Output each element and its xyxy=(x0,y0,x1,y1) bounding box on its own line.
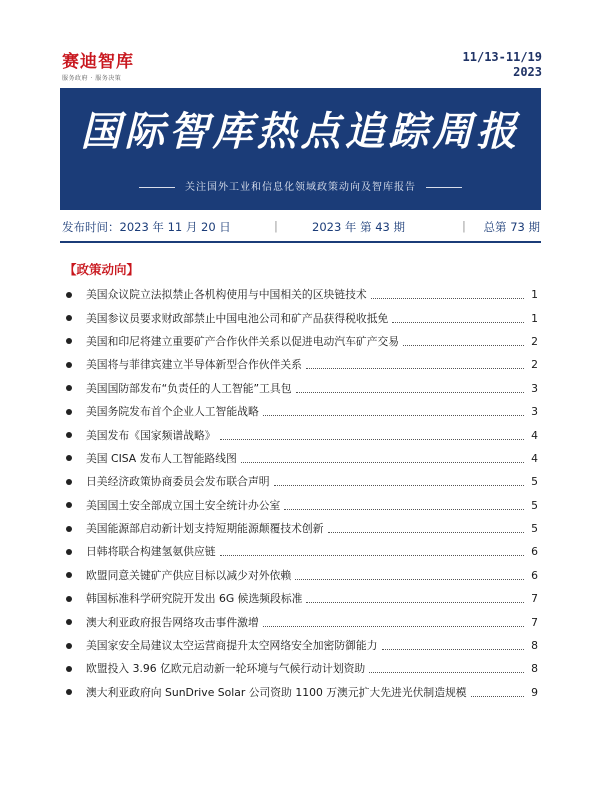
toc-item-title: 日韩将联合构建氢氨供应链 xyxy=(86,545,216,559)
bullet-icon xyxy=(66,409,72,415)
toc-item[interactable] xyxy=(64,634,538,657)
toc-item-page: 7 xyxy=(531,592,538,606)
bullet-icon xyxy=(66,549,72,555)
section-title: 【政策动向】 xyxy=(64,262,140,277)
toc-item-page: 1 xyxy=(531,311,538,325)
dot-leader xyxy=(295,579,524,580)
toc-item[interactable] xyxy=(64,377,538,400)
toc-item-title: 美国参议员要求财政部禁止中国电池公司和矿产品获得税收抵免 xyxy=(86,311,389,325)
toc-item[interactable] xyxy=(64,423,538,446)
dot-leader xyxy=(382,649,524,650)
toc-item[interactable] xyxy=(64,657,538,680)
toc-item-page: 3 xyxy=(531,381,538,395)
issue-number: 2023 年 第 43 期 xyxy=(312,220,406,234)
toc-item-title: 美国家安全局建议太空运营商提升太空网络安全加密防御能力 xyxy=(86,639,378,653)
dot-leader xyxy=(328,532,524,533)
toc-item-title: 美国务院发布首个企业人工智能战略 xyxy=(86,405,259,419)
bullet-icon xyxy=(66,479,72,485)
bullet-icon xyxy=(66,666,72,672)
toc-item[interactable] xyxy=(64,681,538,704)
toc-item-title: 美国众议院立法拟禁止各机构使用与中国相关的区块链技术 xyxy=(86,288,367,302)
toc-item-title: 美国发布《国家频谱战略》 xyxy=(86,428,216,442)
toc-item-page: 4 xyxy=(531,451,538,465)
toc-item-title: 澳大利亚政府报告网络攻击事件激增 xyxy=(86,615,259,629)
toc-item-page: 8 xyxy=(531,662,538,676)
toc-item-page: 2 xyxy=(531,358,538,372)
publish-date: 发布时间：2023 年 11 月 20 日 xyxy=(62,220,231,234)
toc-item-page: 6 xyxy=(531,568,538,582)
toc-item[interactable] xyxy=(64,470,538,493)
dot-leader xyxy=(263,415,524,416)
dot-leader xyxy=(241,462,524,463)
toc-item-page: 6 xyxy=(531,545,538,559)
toc-item[interactable] xyxy=(64,283,538,306)
toc-item-title: 美国和印尼将建立重要矿产合作伙伴关系以促进电动汽车矿产交易 xyxy=(86,334,400,348)
toc-item-page: 8 xyxy=(531,639,538,653)
separator: | xyxy=(274,219,278,233)
bullet-icon xyxy=(66,619,72,625)
toc-item-page: 4 xyxy=(531,428,538,442)
toc-item-title: 韩国标准科学研究院开发出 6G 候选频段标准 xyxy=(86,592,303,606)
bullet-icon xyxy=(66,526,72,532)
toc-item-title: 美国国防部发布“负责任的人工智能”工具包 xyxy=(86,381,292,395)
logo-text: 赛迪智库 xyxy=(62,52,134,72)
title-banner xyxy=(60,88,541,210)
total-issue: 总第 73 期 xyxy=(483,220,540,234)
toc-item-page: 7 xyxy=(531,615,538,629)
dot-leader xyxy=(471,696,524,697)
dot-leader xyxy=(220,555,524,556)
logo xyxy=(62,52,172,82)
logo-subtitle: 服务政府 · 服务决策 xyxy=(62,75,122,82)
date-range: 11/13-11/19 xyxy=(462,50,542,64)
toc-item[interactable] xyxy=(64,330,538,353)
divider xyxy=(60,241,541,243)
table-of-contents xyxy=(64,283,538,704)
bullet-icon xyxy=(66,338,72,344)
toc-item[interactable] xyxy=(64,540,538,563)
toc-item-title: 美国 CISA 发布人工智能路线图 xyxy=(86,451,237,465)
dot-leader xyxy=(284,509,524,510)
banner-subtitle: 关注国外工业和信息化领域政策动向及智库报告 xyxy=(60,178,541,193)
toc-item-title: 欧盟投入 3.96 亿欧元启动新一轮环境与气候行动计划资助 xyxy=(86,662,366,676)
dot-leader xyxy=(263,626,524,627)
toc-item-page: 2 xyxy=(531,334,538,348)
date-range-block xyxy=(463,50,542,80)
year: 2023 xyxy=(513,65,542,79)
bullet-icon xyxy=(66,689,72,695)
dot-leader xyxy=(220,439,524,440)
toc-item[interactable] xyxy=(64,353,538,376)
dot-leader xyxy=(306,368,524,369)
bullet-icon xyxy=(66,292,72,298)
toc-item[interactable] xyxy=(64,400,538,423)
bullet-icon xyxy=(66,455,72,461)
bullet-icon xyxy=(66,596,72,602)
dot-leader xyxy=(371,298,524,299)
bullet-icon xyxy=(66,362,72,368)
toc-item[interactable] xyxy=(64,447,538,470)
toc-item-page: 9 xyxy=(531,685,538,699)
toc-item-title: 欧盟同意关键矿产供应目标以减少对外依赖 xyxy=(86,568,292,582)
dot-leader xyxy=(306,602,524,603)
dot-leader xyxy=(369,672,524,673)
toc-item-page: 1 xyxy=(531,288,538,302)
bullet-icon xyxy=(66,502,72,508)
toc-item-page: 5 xyxy=(531,522,538,536)
bullet-icon xyxy=(66,643,72,649)
toc-item[interactable] xyxy=(64,610,538,633)
bullet-icon xyxy=(66,572,72,578)
toc-item[interactable] xyxy=(64,494,538,517)
bullet-icon xyxy=(66,432,72,438)
toc-item[interactable] xyxy=(64,587,538,610)
toc-item-title: 美国国土安全部成立国土安全统计办公室 xyxy=(86,498,281,512)
toc-item[interactable] xyxy=(64,517,538,540)
toc-item-page: 3 xyxy=(531,405,538,419)
bullet-icon xyxy=(66,315,72,321)
dot-leader xyxy=(403,345,524,346)
toc-item[interactable] xyxy=(64,564,538,587)
dot-leader xyxy=(392,322,524,323)
toc-item-title: 美国将与菲律宾建立半导体新型合作伙伴关系 xyxy=(86,358,302,372)
publication-bar xyxy=(62,219,540,237)
bullet-icon xyxy=(66,385,72,391)
toc-item-title: 澳大利亚政府向 SunDrive Solar 公司资助 1100 万澳元扩大先进光伏制造规模 xyxy=(86,685,467,699)
dot-leader xyxy=(296,392,524,393)
banner-title: 国际智库热点追踪周报 xyxy=(80,108,521,155)
dot-leader xyxy=(274,485,524,486)
toc-item-page: 5 xyxy=(531,475,538,489)
toc-item-title: 日美经济政策协商委员会发布联合声明 xyxy=(86,475,270,489)
toc-item[interactable] xyxy=(64,306,538,329)
separator: | xyxy=(462,219,466,233)
toc-item-title: 美国能源部启动新计划支持短期能源颠覆技术创新 xyxy=(86,522,324,536)
toc-item-page: 5 xyxy=(531,498,538,512)
